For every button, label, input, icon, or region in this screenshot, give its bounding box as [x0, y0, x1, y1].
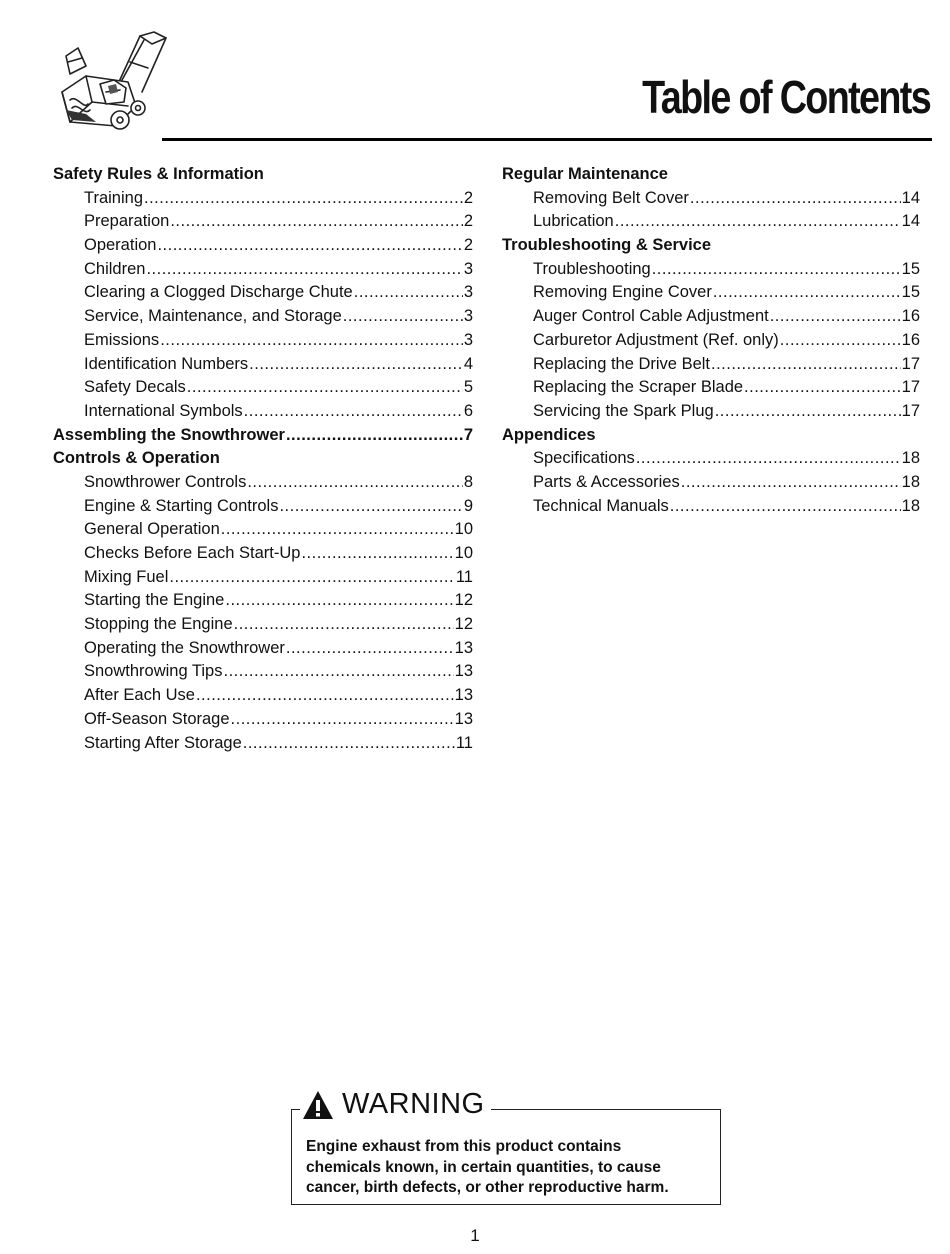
- toc-entry-title: Preparation: [84, 212, 170, 231]
- toc-entry[interactable]: [53, 660, 473, 684]
- toc-entry-page: 17: [901, 401, 920, 420]
- toc-entry[interactable]: [53, 258, 473, 282]
- toc-entry-title: Snowthrowing Tips: [84, 662, 223, 681]
- toc-entry-page: 2: [463, 188, 473, 207]
- toc-entry[interactable]: [53, 281, 473, 305]
- toc-entry[interactable]: [53, 187, 473, 211]
- toc-entry-title: Lubrication: [533, 212, 614, 231]
- toc-entry-title: Snowthrower Controls: [84, 472, 247, 491]
- toc-entry[interactable]: [502, 210, 920, 234]
- toc-left-column: [53, 163, 473, 755]
- dot-leader: [224, 660, 454, 684]
- toc-entry-page: 2: [463, 236, 473, 255]
- dot-leader: [711, 353, 901, 377]
- toc-entry[interactable]: [502, 353, 920, 377]
- title-rule: [162, 138, 932, 141]
- dot-leader: [221, 518, 454, 542]
- warning-box: [291, 1088, 721, 1205]
- toc-entry-page: 11: [455, 567, 473, 586]
- dot-leader: [286, 424, 463, 448]
- toc-entry-title: Removing Belt Cover: [533, 188, 689, 207]
- toc-entry-page: 14: [901, 212, 920, 231]
- toc-entry-page: 6: [463, 401, 473, 420]
- toc-entry-page: 7: [463, 425, 473, 444]
- toc-entry-title: Engine & Starting Controls: [84, 496, 279, 515]
- toc-section-heading: Appendices: [502, 425, 596, 444]
- dot-leader: [157, 234, 462, 258]
- warning-line: chemicals known, in certain quantities, to cause: [306, 1158, 661, 1176]
- dot-leader: [354, 281, 463, 305]
- toc-entry-page: 11: [455, 733, 473, 752]
- dot-leader: [301, 542, 453, 566]
- toc-entry-title: Training: [84, 188, 143, 207]
- toc-entry-page: 13: [454, 709, 473, 728]
- toc-entry-title: Stopping the Engine: [84, 615, 233, 634]
- toc-entry[interactable]: [502, 376, 920, 400]
- toc-entry[interactable]: [53, 234, 473, 258]
- dot-leader: [343, 305, 463, 329]
- toc-entry-page: 3: [463, 330, 473, 349]
- warning-line: cancer, birth defects, or other reproductive harm.: [306, 1179, 669, 1196]
- toc-entry[interactable]: [502, 400, 920, 424]
- toc-entry[interactable]: [502, 447, 920, 471]
- toc-entry[interactable]: [502, 187, 920, 211]
- toc-entry[interactable]: [53, 329, 473, 353]
- dot-leader: [144, 187, 463, 211]
- toc-entry-page: 15: [901, 259, 920, 278]
- toc-entry-title: Specifications: [533, 449, 635, 468]
- toc-entry[interactable]: [53, 589, 473, 613]
- toc-entry-title: Auger Control Cable Adjustment: [533, 307, 769, 326]
- dot-leader: [249, 353, 463, 377]
- toc-entry-page: 18: [901, 496, 920, 515]
- toc-entry-title: Parts & Accessories: [533, 472, 680, 491]
- dot-leader: [780, 329, 901, 353]
- toc-entry-page: 14: [901, 188, 920, 207]
- toc-entry-title: Replacing the Scraper Blade: [533, 378, 744, 397]
- dot-leader: [234, 613, 454, 637]
- toc-entry[interactable]: [53, 518, 473, 542]
- dot-leader: [690, 187, 901, 211]
- toc-section-heading: Controls & Operation: [53, 449, 220, 468]
- dot-leader: [187, 376, 463, 400]
- toc-entry-title: Troubleshooting: [533, 259, 651, 278]
- dot-leader: [196, 684, 454, 708]
- toc-entry[interactable]: [53, 376, 473, 400]
- dot-leader: [770, 305, 901, 329]
- toc-entry-page: 3: [463, 283, 473, 302]
- dot-leader: [286, 637, 454, 661]
- toc-entry[interactable]: [53, 684, 473, 708]
- toc-entry-page: 18: [901, 472, 920, 491]
- toc-entry[interactable]: [502, 471, 920, 495]
- toc-entry-title: Safety Decals: [84, 378, 186, 397]
- warning-line: Engine exhaust from this product contains: [306, 1138, 622, 1155]
- toc-entry-page: 16: [901, 307, 920, 326]
- dot-leader: [146, 258, 462, 282]
- dot-leader: [231, 708, 454, 732]
- page-number: 1: [470, 1226, 480, 1245]
- toc-entry-page: 9: [463, 496, 473, 515]
- toc-entry-title: General Operation: [84, 520, 220, 539]
- toc-entry-page: 3: [463, 307, 473, 326]
- dot-leader: [670, 495, 901, 519]
- toc-entry[interactable]: [53, 424, 473, 448]
- toc-entry-title: Carburetor Adjustment (Ref. only): [533, 330, 779, 349]
- toc-entry[interactable]: [53, 637, 473, 661]
- toc-entry-page: 17: [901, 354, 920, 373]
- toc-entry-title: Clearing a Clogged Discharge Chute: [84, 283, 353, 302]
- toc-entry-page: 4: [463, 354, 473, 373]
- toc-entry-title: Technical Manuals: [533, 496, 669, 515]
- dot-leader: [681, 471, 901, 495]
- toc-entry-title: Operation: [84, 236, 157, 255]
- toc-entry-page: 10: [454, 544, 473, 562]
- toc-entry-page: 13: [454, 686, 473, 705]
- snowthrower-illustration-icon: [56, 22, 174, 140]
- toc-entry-title: Off-Season Storage: [84, 709, 230, 728]
- dot-leader: [169, 566, 454, 590]
- toc-section-heading: Safety Rules & Information: [53, 165, 264, 183]
- toc-entry-title: Emissions: [84, 330, 160, 349]
- toc-entry[interactable]: [53, 471, 473, 495]
- dot-leader: [160, 329, 463, 353]
- dot-leader: [715, 400, 901, 424]
- toc-entry[interactable]: [53, 305, 473, 329]
- toc-entry-title: Starting After Storage: [84, 733, 242, 752]
- toc-entry-page: 17: [901, 378, 920, 397]
- dot-leader: [244, 400, 463, 424]
- toc-entry[interactable]: [502, 305, 920, 329]
- toc-right-column: [502, 163, 922, 518]
- page-title: Table of Contents: [642, 71, 930, 123]
- toc-entry-page: 5: [463, 378, 473, 397]
- dot-leader: [615, 210, 901, 234]
- toc-entry[interactable]: [502, 281, 920, 305]
- toc-entry-title: After Each Use: [84, 686, 195, 705]
- toc-entry[interactable]: [53, 495, 473, 519]
- toc-entry-title: Removing Engine Cover: [533, 283, 712, 302]
- toc-entry-title: Service, Maintenance, and Storage: [84, 307, 342, 326]
- toc-entry-title: Children: [84, 259, 146, 278]
- toc-entry-page: 13: [454, 662, 473, 681]
- toc-entry-page: 16: [901, 330, 920, 349]
- toc-entry[interactable]: [502, 258, 920, 282]
- toc-entry-page: 18: [901, 449, 920, 468]
- toc-entry[interactable]: [53, 210, 473, 234]
- toc-entry-title: Starting the Engine: [84, 591, 225, 610]
- toc-entry-title: Replacing the Drive Belt: [533, 354, 711, 373]
- toc-entry-page: 3: [463, 259, 473, 278]
- toc-section-heading: Regular Maintenance: [502, 165, 668, 183]
- dot-leader: [243, 732, 455, 756]
- toc-entry[interactable]: [53, 542, 473, 566]
- toc-entry[interactable]: [53, 566, 473, 590]
- toc-entry-page: 12: [454, 591, 473, 610]
- toc-entry-title: Servicing the Spark Plug: [533, 401, 714, 420]
- toc-entry-title: Assembling the Snowthrower: [53, 425, 285, 444]
- warning-text: [306, 1137, 716, 1199]
- warning-header: [300, 1088, 491, 1121]
- dot-leader: [636, 447, 901, 471]
- toc-entry-title: Identification Numbers: [84, 354, 249, 373]
- dot-leader: [652, 258, 901, 282]
- dot-leader: [225, 589, 453, 613]
- toc-entry-page: 2: [463, 212, 473, 231]
- toc-entry-page: 13: [454, 638, 473, 657]
- toc-entry[interactable]: [53, 353, 473, 377]
- dot-leader: [713, 281, 901, 305]
- toc-entry-page: 15: [901, 283, 920, 302]
- toc-entry[interactable]: [53, 613, 473, 637]
- toc-entry[interactable]: [53, 732, 473, 756]
- toc-entry-title: International Symbols: [84, 401, 243, 420]
- toc-entry[interactable]: [502, 495, 920, 519]
- dot-leader: [247, 471, 462, 495]
- toc-entry-title: Checks Before Each Start-Up: [84, 544, 301, 562]
- toc-section-heading: Troubleshooting & Service: [502, 236, 712, 255]
- dot-leader: [279, 495, 462, 519]
- toc-entry-page: 12: [454, 615, 473, 634]
- dot-leader: [170, 210, 463, 234]
- toc-entry[interactable]: [502, 329, 920, 353]
- toc-entry[interactable]: [53, 400, 473, 424]
- warning-triangle-icon: [302, 1090, 334, 1120]
- dot-leader: [744, 376, 901, 400]
- toc-entry-title: Operating the Snowthrower: [84, 638, 285, 657]
- toc-entry-title: Mixing Fuel: [84, 567, 169, 586]
- toc-entry-page: 8: [463, 472, 473, 491]
- warning-title: WARNING: [342, 1088, 485, 1120]
- toc-entry-page: 10: [454, 520, 473, 539]
- toc-entry[interactable]: [53, 708, 473, 732]
